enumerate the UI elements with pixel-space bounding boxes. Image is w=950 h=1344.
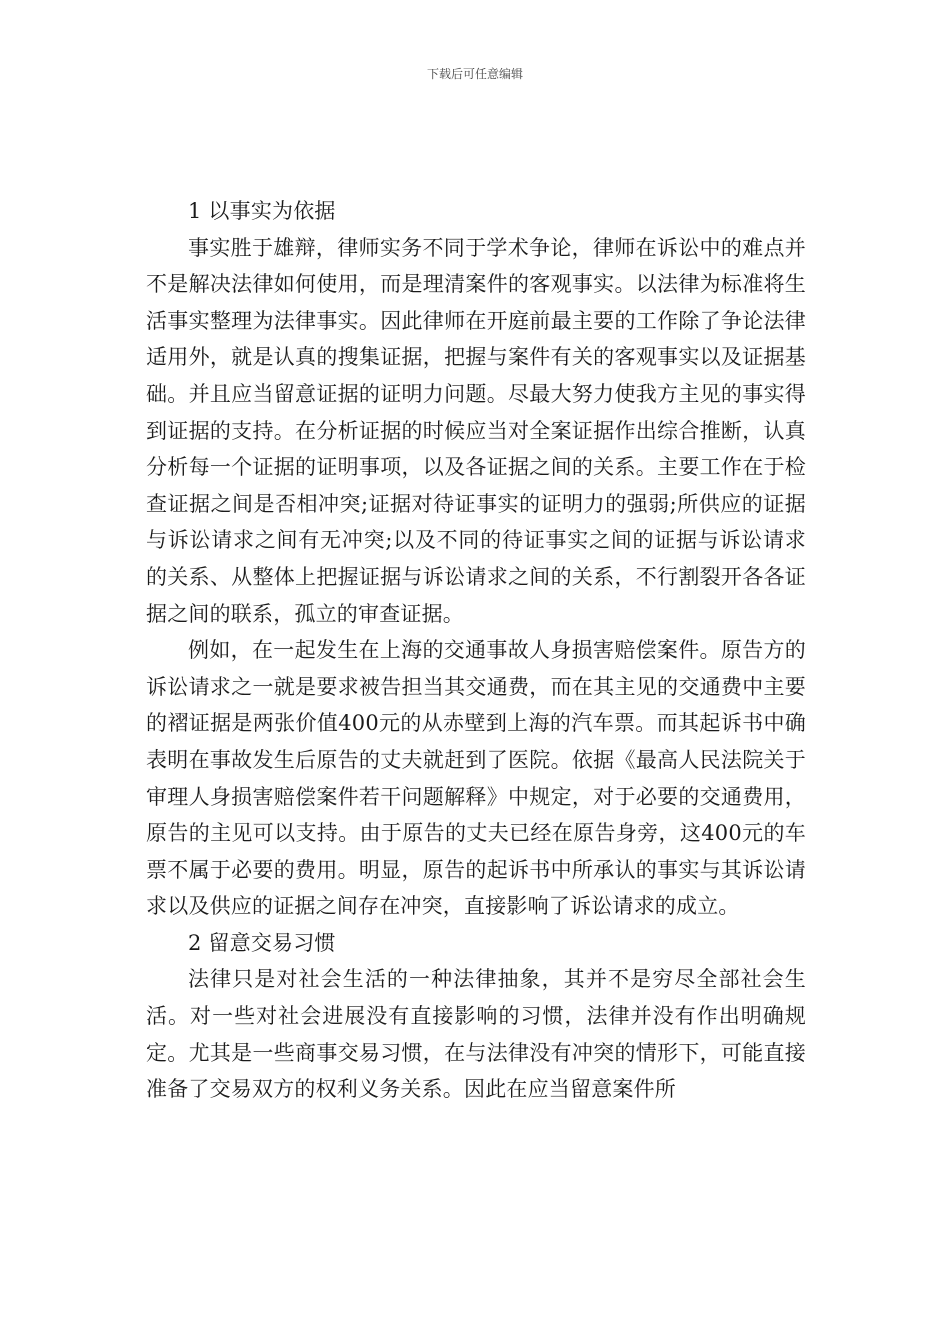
- section-heading: 2 留意交易习惯: [188, 930, 336, 955]
- document-body: [146, 193, 806, 1108]
- body-paragraph: 法律只是对社会生活的一种法律抽象，其并不是穷尽全部社会生活。对一些对社会进展没有直接影响的习惯，法律并没有作出明确规定。尤其是一些商事交易习惯，在与法律没有冲突的情形下，可能直接准备了交易双方的权利义务关系。因此在应当留意案件所: [146, 967, 806, 1102]
- page-header-note: 下载后可任意编辑: [426, 67, 523, 81]
- body-paragraph: 例如，在一起发生在上海的交通事故人身损害赔偿案件。原告方的诉讼请求之一就是要求被告担当其交通费，而在其主见的交通费中主要的褶证据是两张价值400元的从赤壁到上海的汽车票。而其起诉书中确表明在事故发生后原告的丈夫就赶到了医院。依据《最高人民法院关于审理人身损害赔偿案件若干问题解释》中规定，对于必要的交通费用，原告的主见可以支持。由于原告的丈夫已经在原告身旁，这400元的车票不属于必要的费用。明显，原告的起诉书中所承认的事实与其诉讼请求以及供应的证据之间存在冲突，直接影响了诉讼请求的成立。: [146, 638, 806, 919]
- section-heading: 1 以事实为依据: [188, 199, 336, 223]
- body-paragraph: 事实胜于雄辩，律师实务不同于学术争论，律师在诉讼中的难点并不是解决法律如何使用，而是理清案件的客观事实。以法律为标准将生活事实整理为法律事实。因此律师在开庭前最主要的工作除了争论法律适用外，就是认真的搜集证据，把握与案件有关的客观事实以及证据基础。并且应当留意证据的证明力问题。尽最大努力使我方主见的事实得到证据的支持。在分析证据的时候应当对全案证据作出综合推断，认真分析每一个证据的证明事项，以及各证据之间的关系。主要工作在于检查证据之间是否相冲突;证据对待证事实的证明力的强弱;所供应的证据与诉讼请求之间有无冲突;以及不同的待证事实之间的证据与诉讼请求的关系、从整体上把握证据与诉讼请求之间的关系，不行割裂开各各证据之间的联系，孤立的审查证据。: [146, 235, 806, 626]
